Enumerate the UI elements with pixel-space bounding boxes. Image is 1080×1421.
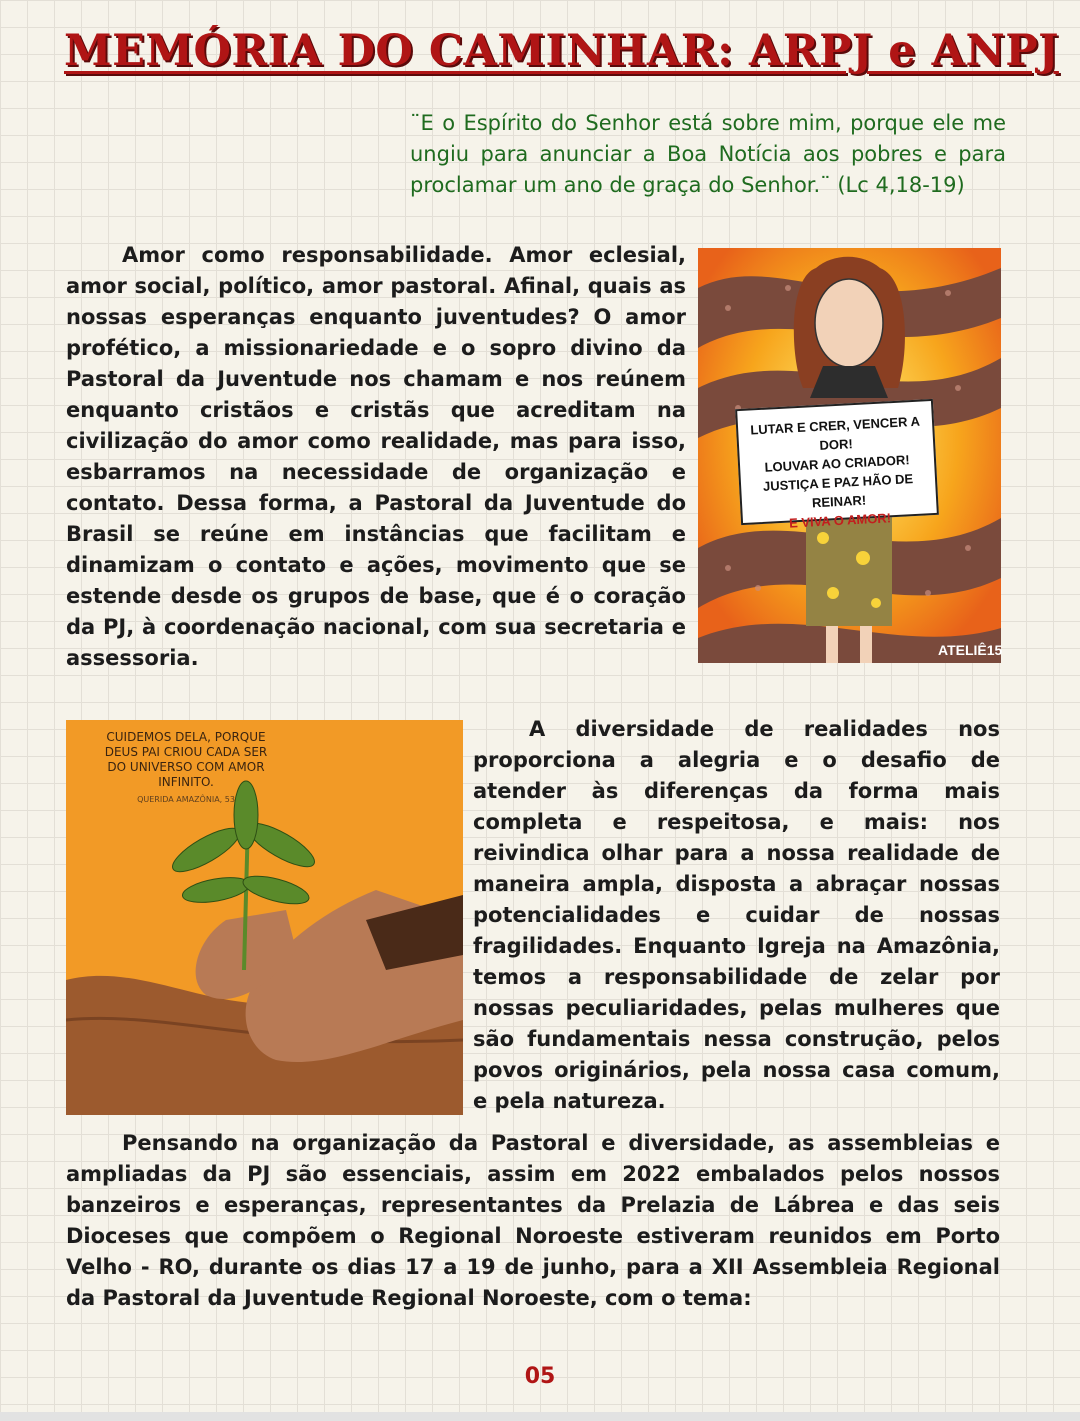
paragraph-1: Amor como responsabilidade. Amor eclesial, amor social, político, amor pastoral. Afinal, quais as nossas esperanças enquanto juventudes? O amor profético, a missionariedade e o sopro divino da Pastoral da Juventude nos chamam e nos reúnem enquanto cristãos e cristãs que acreditam na civilização do amor como realidade, mas para isso, esbarramos na necessidade de organização e contato. Dessa forma, a Pastoral da Juventude do Brasil se reúne em instâncias que facilitam e dinamizam o contato e ações, movimento que se estende desde os grupos de base, que é o coração da PJ, à coordenação nacional, com sua secretaria e assessoria. (66, 243, 686, 670)
caption-citation: QUERIDA AMAZÔNIA, 53 (137, 795, 235, 804)
paragraph-3: Pensando na organização da Pastoral e diversidade, as assembleias e ampliadas da PJ são essenciais, assim em 2022 embalados pelos nossos banzeiros e esperanças, representantes da Prelazia de Lábrea e das seis Dioceses que compõem o Regional Noroeste estiveram reunidos em Porto Velho - RO, durante os dias 17 a 19 de junho, para a XII Assembleia Regional da Pastoral da Juventude Regional Noroeste, com o tema: (66, 1131, 1000, 1310)
sign-line-2: LOUVAR AO CRIADOR! (764, 452, 910, 475)
page-title: MEMÓRIA DO CAMINHAR: ARPJ e ANPJ (64, 26, 1059, 76)
illustration-caption (96, 730, 276, 807)
caption-text: CUIDEMOS DELA, PORQUE DEUS PAI CRIOU CADA SER DO UNIVERSO COM AMOR INFINITO. (104, 730, 268, 789)
sign-highlight: E VIVA O AMOR! (788, 510, 892, 531)
sign-line-3: JUSTIÇA E PAZ HÃO DE REINAR! (762, 471, 914, 511)
paragraph-2: A diversidade de realidades nos proporciona a alegria e o desafio de atender às diferenças da forma mais completa e respeitosa, e mais: nos reivindica olhar para a nossa realidade de maneira ampla, disposta a abraçar nossas potencialidades e cuidar de nossas fragilidades. Enquanto Igreja na Amazônia, temos a responsabilidade de zelar por nossas peculiaridades, pelas mulheres que são fundamentais nessa construção, pelos povos originários, pela nossa casa comum, e pela natureza. (473, 717, 1000, 1113)
sign-line-1: LUTAR E CRER, VENCER A DOR! (749, 413, 921, 453)
protest-sign (735, 399, 939, 531)
page-number: 05 (524, 1364, 556, 1389)
artist-watermark: ATELIÊ15 (938, 642, 1003, 658)
bible-quote: ¨E o Espírito do Senhor está sobre mim, porque ele me ungiu para anunciar a Boa Notícia aos pobres e para proclamar um ano de graça do Senhor.¨ (Lc 4,18-19) (410, 111, 1006, 197)
bottom-bar (0, 1412, 1080, 1421)
